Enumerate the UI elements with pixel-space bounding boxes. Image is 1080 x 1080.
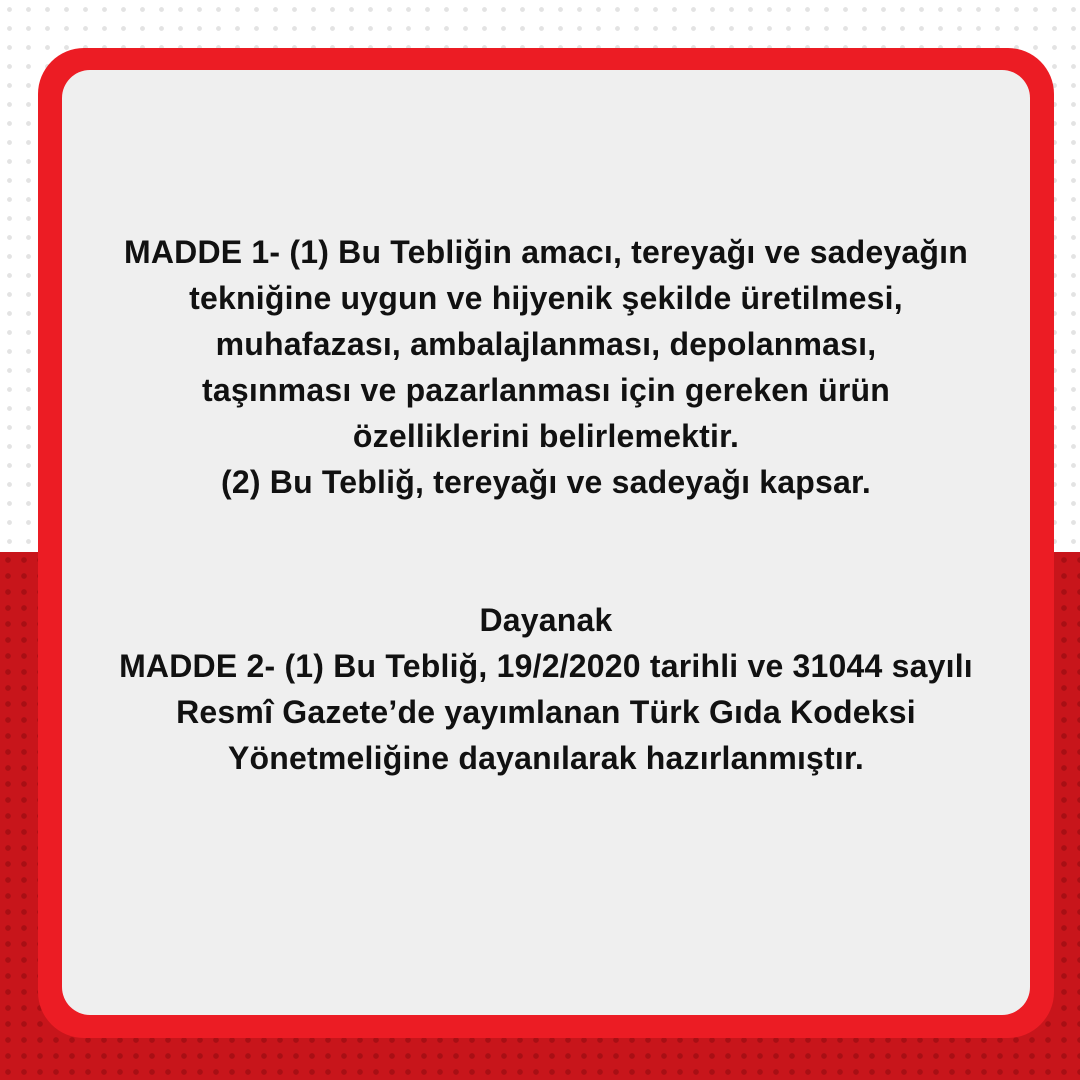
article-1-line: tekniğine uygun ve hijyenik şekilde üretilmesi, xyxy=(189,280,903,316)
article-1-line: (2) Bu Tebliğ, tereyağı ve sadeyağı kapsar. xyxy=(220,464,872,500)
article-content xyxy=(62,70,1030,781)
article-2-line: Resmî Gazete’de yayımlanan Türk Gıda Kodeksi xyxy=(176,694,916,730)
article-2-heading: Dayanak xyxy=(479,602,613,638)
article-2-line: Yönetmeliğine dayanılarak hazırlanmıştır. xyxy=(228,740,864,776)
article-1-line: taşınması ve pazarlanması için gereken ürün xyxy=(202,372,890,408)
article-2-line: MADDE 2- (1) Bu Tebliğ, 19/2/2020 tarihli ve 31044 sayılı xyxy=(119,648,973,684)
article-2 xyxy=(62,597,1030,781)
article-1-line: MADDE 1- (1) Bu Tebliğin amacı, tereyağı ve sadeyağın xyxy=(123,234,969,270)
article-1 xyxy=(62,229,1030,505)
article-1-line: özelliklerini belirlemektir. xyxy=(352,418,740,454)
article-1-line: muhafazası, ambalajlanması, depolanması, xyxy=(215,326,877,362)
